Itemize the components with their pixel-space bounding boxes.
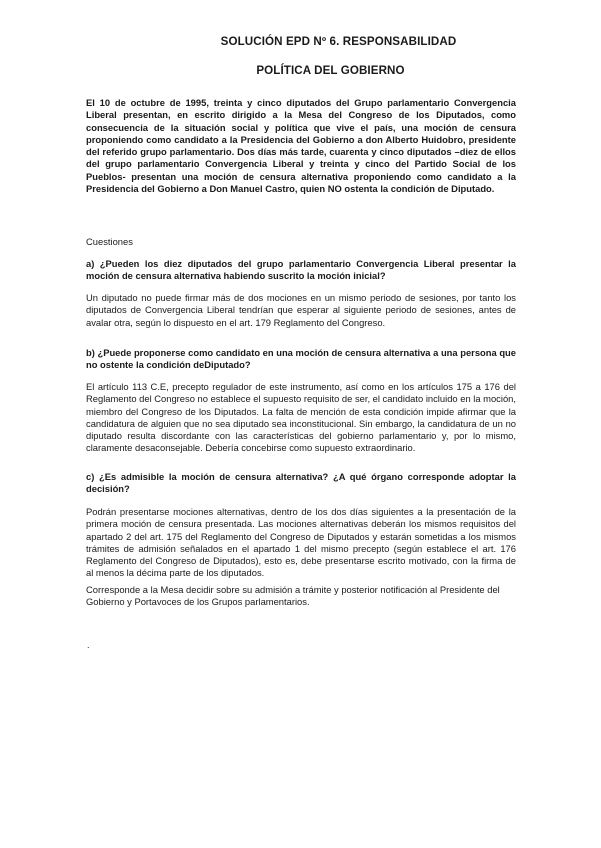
question-c: c) ¿Es admisible la moción de censura alternativa? ¿A qué órgano corresponde adoptar la decisión? xyxy=(86,471,516,495)
trailing-mark: . xyxy=(87,640,90,650)
case-statement: El 10 de octubre de 1995, treinta y cinco diputados del Grupo parlamentario Convergencia Liberal presentan, en escrito dirigido a la Mesa del Congreso de los Diputados, como consecuencia de la situación social y política que vive el país, una moción de censura proponiendo como candidato a la Presidencia del Gobierno a don Alberto Huidobro, presidente del referido grupo parlamentario. Dos días más tarde, cuarenta y cinco diputados –diez de ellos del grupo parlamentario Convergencia Liberal y treinta y cinco del Partido Social de los Pueblos- presentan una moción de censura alternativa proponiendo como candidato a la Presidencia del Gobierno a Don Manuel Castro, quien NO ostenta la condición de Diputado. xyxy=(86,97,516,195)
document-title-line-2: POLÍTICA DEL GOBIERNO xyxy=(256,64,405,77)
question-a: a) ¿Pueden los diez diputados del grupo parlamentario Convergencia Liberal presentar la moción de censura alternativa habiendo suscrito la moción inicial? xyxy=(86,258,516,282)
answer-b: El artículo 113 C.E, precepto regulador de este instrumento, así como en los artículos 175 a 176 del Reglamento del Congreso no establece el supuesto requisito de ser, el candidato incluido en la moción, miembro del Congreso de los Diputados. La falta de mención de esta condición impide afirmar que la candidatura de alguien que no sea diputado sea inconstitucional. Sin embargo, la candidatura de un no diputado resulta discordante con las características del gobierno parlamentario y, por lo mismo, claramente desaconsejable. Debería concebirse como supuesto extraordinario. xyxy=(86,381,516,454)
question-b: b) ¿Puede proponerse como candidato en una moción de censura alternativa a una persona que no ostente la condición deDiputado? xyxy=(86,347,516,371)
document-title-line-1: SOLUCIÓN EPD Nº 6. RESPONSABILIDAD xyxy=(220,35,457,48)
answer-c: Podrán presentarse mociones alternativas, dentro de los dos días siguientes a la presentación de la primera moción de censura presentada. Las mociones alternativas deberán los mismos requisitos del apartado 2 del art. 175 del Reglamento del Congreso de Diputados y estarán sometidas a los mismos trámites de admisión señalados en el apartado 1 del mismo precepto (según establece el art. 176 Reglamento del Congreso de Diputados), esto es, debe presentarse escrito motivado, con la firma de al menos la décima parte de los diputados. xyxy=(86,506,516,579)
answer-a: Un diputado no puede firmar más de dos mociones en un mismo periodo de sesiones, por tanto los diputados de Convergencia Liberal tendrían que esperar al siguiente periodo de sesiones, antes de avalar otra, según lo dispuesto en el art. 179 Reglamento del Congreso. xyxy=(86,292,516,328)
questions-heading: Cuestiones xyxy=(86,236,133,247)
answer-c-continuation: Corresponde a la Mesa decidir sobre su admisión a trámite y posterior notificación al Presidente del Gobierno y Portavoces de los Grupos parlamentarios. xyxy=(86,584,500,608)
